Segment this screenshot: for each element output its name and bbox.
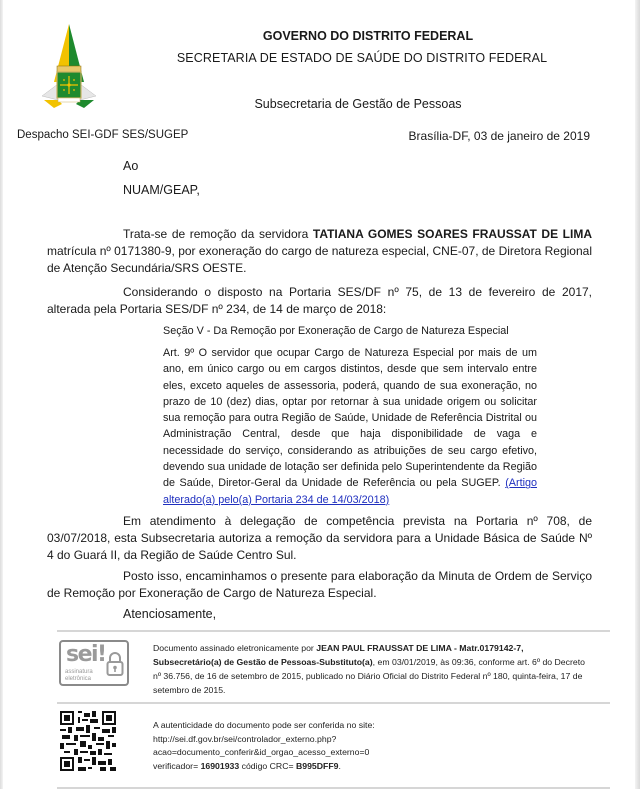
sei-signature-badge <box>59 640 129 686</box>
lock-icon <box>106 650 124 678</box>
authenticity-text <box>153 719 593 773</box>
paragraph-text: Considerando o disposto na Portaria SES/DF nº 75, de 13 de fevereiro de 2017, alterada pela Portaria SES/DF nº 234, de 14 de março de 2018: <box>47 285 592 316</box>
signature-suffix: , em 03/01/2019, às 09:36, conforme art. 6º do Decreto nº 36.756, de 16 de setembro de 2015, publicado no Diário Oficial do Distrito Federal nº 180, quinta-feira, 17 de setembro de 2015. <box>153 657 585 695</box>
paragraph-text: matrícula nº 0171380-9, por exoneração do cargo de natureza especial, CNE-07, de Diretora Regional de Atenção Secundária/SRS OESTE. <box>47 244 592 275</box>
sei-logo-subtitle <box>65 669 93 682</box>
paragraph-text: Em atendimento à delegação de competência prevista na Portaria nº 708, de 03/07/2018, esta Subsecretaria autoriza a remoção da servidora para a Unidade Básica de Saúde Nº 4 do Guará II, da Região de Saúde Centro Sul. <box>47 514 592 562</box>
article-amended-link[interactable]: (Artigo alterado(a) pelo(a) Portaria 234 de 14/03/2018) <box>163 477 537 506</box>
page-edge-right <box>635 0 640 789</box>
paragraph-forwarding <box>47 568 592 602</box>
paragraph-considering <box>47 284 592 318</box>
place-date: Brasília-DF, 03 de janeiro de 2019 <box>408 129 590 143</box>
quote-section-title: Seção V - Da Remoção por Exoneração de Cargo de Natureza Especial <box>163 325 509 337</box>
closing: Atenciosamente, <box>123 607 217 621</box>
divider <box>57 630 610 632</box>
qr-code-icon <box>60 711 116 771</box>
header-government: GOVERNO DO DISTRITO FEDERAL <box>262 29 474 43</box>
signature-prefix: Documento assinado eletronicamente por <box>153 643 317 653</box>
document-type: Despacho SEI-GDF SES/SUGEP <box>17 129 189 141</box>
divider <box>57 702 610 704</box>
paragraph-removal <box>47 226 592 277</box>
sei-logo-text: sei! <box>66 642 106 667</box>
header-subsecretariat: Subsecretaria de Gestão de Pessoas <box>254 97 462 111</box>
verifier-code: 16901933 <box>200 760 240 771</box>
page-edge-left <box>0 0 3 789</box>
verifier-label: verificador= <box>153 760 201 771</box>
paragraph-text: Trata-se de remoção da servidora <box>123 227 313 241</box>
quote-article <box>163 345 537 508</box>
header-secretariat: SECRETARIA DE ESTADO DE SAÚDE DO DISTRITO FEDERAL <box>176 51 548 65</box>
paragraph-text: Posto isso, encaminhamos o presente para elaboração da Minuta de Ordem de Serviço de Remoção por Exoneração de Cargo de Natureza Especial. <box>47 569 592 600</box>
article-text: Art. 9º O servidor que ocupar Cargo de Natureza Especial por mais de um ano, em único cargo ou em cargos distintos, desde que sem intervalo entre eles, exceto aqueles de assessoria, poderá, quando de sua exoneração, no prazo de 10 (dez) dias, optar por retornar à sua unidade origem ou solicitar sua remoção para outra Região de Saúde, Unidade de Referência Distrital ou Administração Central, desde que haja disponibilidade de vaga e necessidade do serviço, considerando as atribuições de seu cargo efetivo, devendo sua unidade de lotação ser definida pelo Superintendente da Região de Saúde, Diretor-Geral da Unidade de Referência ou pela SUGEP. <box>163 347 537 490</box>
sei-logo-sub1: assinatura <box>65 669 93 675</box>
crc-label: código CRC= <box>239 760 296 771</box>
verification-url-line1: http://sei.df.gov.br/sei/controlador_externo.php? <box>153 733 337 744</box>
crc-code: B995DFF9 <box>295 760 339 771</box>
signer-name: JEAN PAUL FRAUSSAT DE LIMA - Matr.0179142-7, Subsecretário(a) de Gestão de Pessoas-Substituto(a) <box>153 643 524 667</box>
verifier-line <box>153 760 593 774</box>
paragraph-authorization <box>47 513 592 564</box>
addressee-line1: Ao <box>123 159 139 173</box>
sei-logo-sub2: eletrônica <box>65 675 92 682</box>
authenticity-line1: A autenticidade do documento pode ser conferida no site: <box>153 720 375 730</box>
verification-url-line2: acao=documento_conferir&id_orgao_acesso_externo=0 <box>153 747 370 757</box>
servant-name: TATIANA GOMES SOARES FRAUSSAT DE LIMA <box>312 227 592 241</box>
signature-text <box>153 641 593 697</box>
addressee-line2: NUAM/GEAP, <box>123 183 200 197</box>
verifier-end: . <box>338 760 341 771</box>
